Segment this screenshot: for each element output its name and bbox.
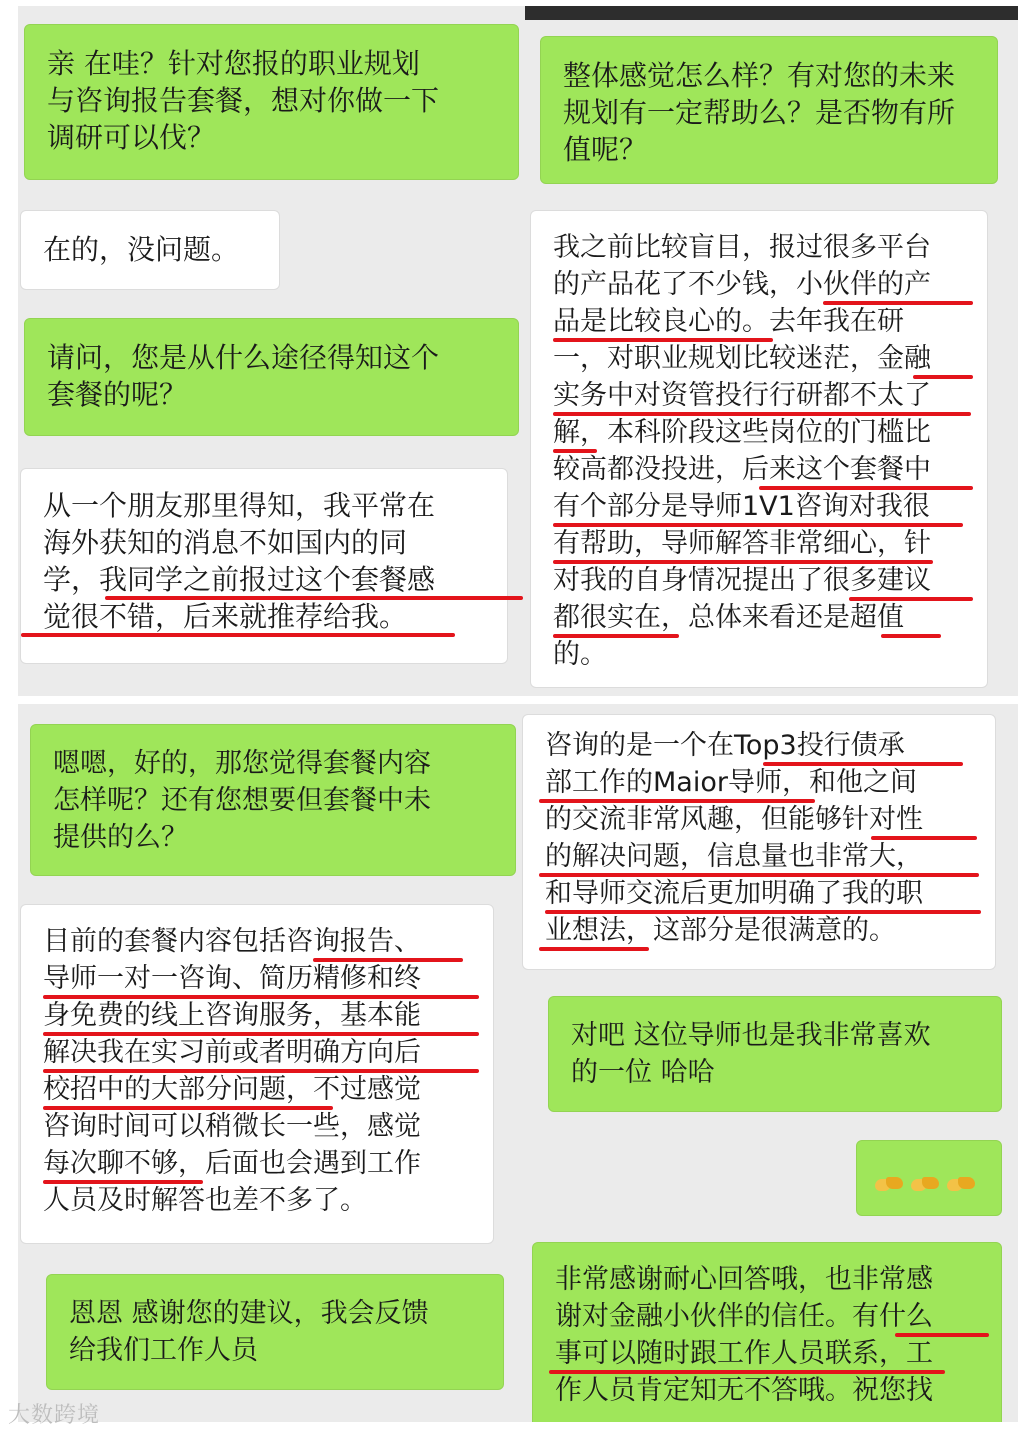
message-line: 有个部分是导师1V1咨询对我很 — [553, 488, 965, 525]
message-line: 解决我在实习前或者明确方向后 — [43, 1034, 471, 1071]
message-bubble-question-7[interactable] — [532, 1242, 1002, 1422]
chat-panel-top — [18, 6, 1018, 696]
underline-mark — [539, 947, 649, 951]
message-bubble-question-5[interactable] — [46, 1274, 504, 1390]
message-line: 非常感谢耐心回答哦，也非常感 — [555, 1264, 933, 1295]
message-line: 事可以随时跟工作人员联系，工 — [555, 1335, 979, 1372]
watermark-text: 大数跨境 — [8, 1403, 101, 1428]
message-line: 的产品花了不少钱，小伙伴的产 — [553, 266, 965, 303]
message-line: 请问，您是从什么途径得知这个 — [47, 341, 440, 374]
message-line: 学，我同学之前报过这个套餐感 — [43, 561, 485, 598]
message-line: 谢对金融小伙伴的信任。有什么 — [555, 1298, 979, 1335]
message-bubble-question-1[interactable] — [24, 24, 519, 180]
message-line: 整体感觉怎么样？有对您的未来 — [563, 59, 956, 92]
message-line: 人员及时解答也差不多了。 — [43, 1185, 367, 1216]
message-line: 解，本科阶段这些岗位的门槛比 — [553, 414, 965, 451]
message-line: 嗯嗯，好的，那您觉得套餐内容 — [53, 748, 431, 779]
message-line: 和导师交流后更加明确了我的职 — [545, 875, 973, 912]
message-line: 在的，没问题。 — [43, 233, 240, 266]
message-line: 部工作的Maior导师，和他之间 — [545, 764, 973, 801]
message-line: 亲 在哇？针对您报的职业规划 — [47, 47, 420, 80]
message-bubble-answer-1[interactable] — [20, 210, 280, 290]
message-line: 的。 — [553, 639, 607, 670]
message-line: 与咨询报告套餐，想对你做一下 — [47, 84, 440, 117]
message-line: 咨询时间可以稍微长一些，感觉 — [43, 1111, 421, 1142]
message-line: 身免费的线上咨询服务，基本能 — [43, 997, 471, 1034]
message-line: 实务中对资管投行行研都不太了 — [553, 377, 965, 414]
message-line: 作人员肯定知无不答哦。祝您找 — [555, 1375, 933, 1406]
message-line: 每次聊不够，后面也会遇到工作 — [43, 1145, 471, 1182]
message-line: 给我们工作人员 — [69, 1335, 258, 1366]
message-line: 对我的自身情况提出了很多建议 — [553, 562, 965, 599]
underline-mark — [21, 633, 455, 637]
message-bubble-answer-5[interactable] — [522, 714, 996, 970]
message-line: 规划有一定帮助么？是否物有所 — [563, 96, 956, 129]
handshake-icon — [911, 1173, 939, 1195]
header-bar — [525, 6, 1018, 20]
message-line: 从一个朋友那里得知，我平常在 — [43, 489, 436, 522]
message-bubble-question-4[interactable] — [30, 724, 516, 876]
message-line: 对吧 这位导师也是我非常喜欢 — [571, 1020, 931, 1051]
message-line: 提供的么？ — [53, 822, 188, 853]
message-line: 我之前比较盲目，报过很多平台 — [553, 232, 931, 263]
message-line: 导师一对一咨询、简历精修和终 — [43, 960, 471, 997]
message-bubble-answer-4[interactable] — [20, 904, 494, 1244]
message-line: 都很实在，总体来看还是超值 — [553, 599, 965, 636]
message-line: 目前的套餐内容包括咨询报告、 — [43, 923, 471, 960]
message-line: 品是比较良心的。去年我在研 — [553, 303, 965, 340]
message-line: 调研可以伐？ — [47, 121, 216, 154]
message-bubble-question-2[interactable] — [24, 318, 519, 436]
message-line: 的解决问题，信息量也非常大， — [545, 838, 973, 875]
message-bubble-question-6[interactable] — [548, 996, 1002, 1112]
message-line: 套餐的呢？ — [47, 378, 188, 411]
message-line: 有帮助，导师解答非常细心，针 — [553, 525, 965, 562]
message-line: 咨询的是一个在Top3投行债承 — [545, 727, 973, 764]
handshake-icon — [947, 1173, 975, 1195]
message-line: 一，对职业规划比较迷茫，金融 — [553, 340, 965, 377]
message-line: 的交流非常风趣，但能够针对性 — [545, 801, 973, 838]
message-bubble-answer-3[interactable] — [530, 210, 988, 688]
message-line: 海外获知的消息不如国内的同 — [43, 526, 408, 559]
message-line: 觉很不错，后来就推荐给我。 — [43, 598, 485, 635]
message-line: 值呢？ — [563, 133, 648, 166]
message-bubble-question-3[interactable] — [540, 36, 998, 184]
message-bubble-answer-2[interactable] — [20, 468, 508, 664]
message-line: 恩恩 感谢您的建议，我会反馈 — [69, 1298, 429, 1329]
message-line: 校招中的大部分问题，不过感觉 — [43, 1071, 471, 1108]
message-bubble-emoji[interactable] — [856, 1140, 1002, 1216]
handshake-icon — [875, 1173, 903, 1195]
message-line: 怎样呢？还有您想要但套餐中未 — [53, 785, 431, 816]
message-line: 较高都没投进，后来这个套餐中 — [553, 451, 965, 488]
chat-panel-bottom — [18, 704, 1018, 1422]
message-line: 的一位 哈哈 — [571, 1057, 715, 1088]
message-line: 业想法，这部分是很满意的。 — [545, 912, 973, 949]
